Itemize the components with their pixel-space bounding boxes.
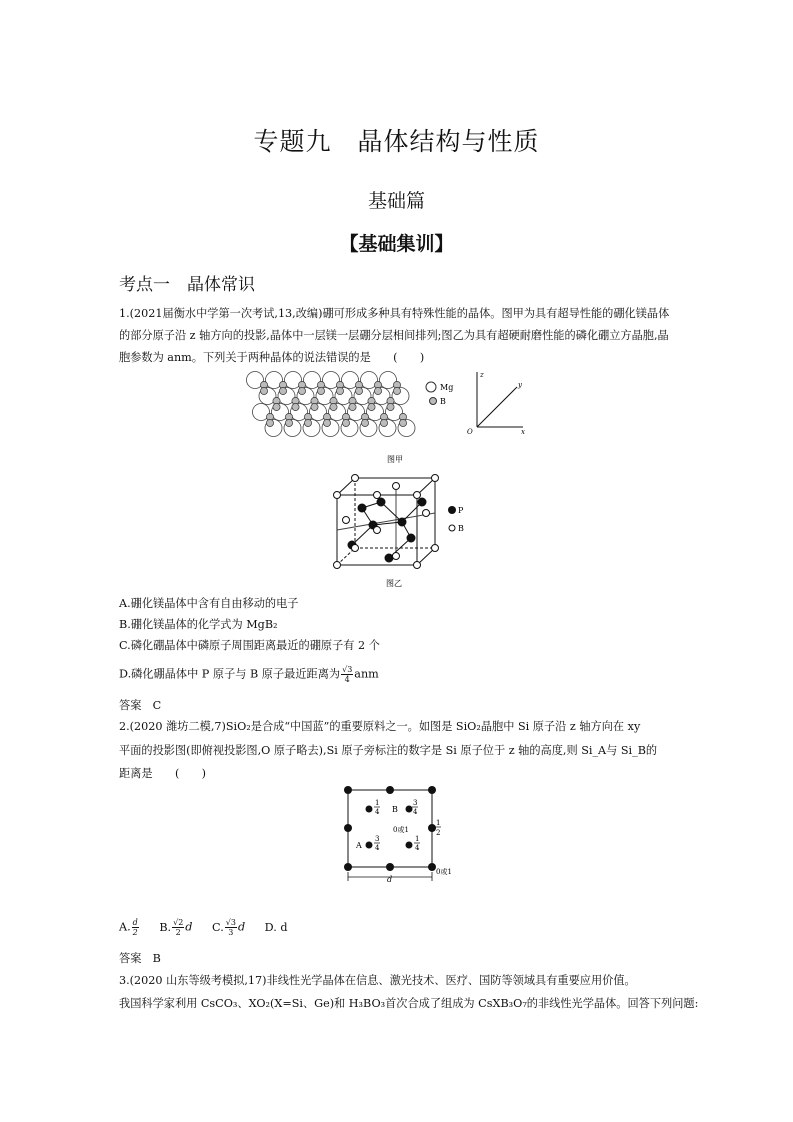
legend-p-label: P <box>458 506 464 515</box>
label-1-4-top: 1 <box>375 799 380 807</box>
q1-option-c: C.磷化硼晶体中磷原子周围距离最近的硼原子有 2 个 <box>119 639 380 652</box>
figure-jia-caption: 图甲 <box>387 455 403 464</box>
q3-line-2: 我国科学家利用 CsCO₃、XO₂(X=Si、Ge)和 H₃BO₃首次合成了组成为 CsXB₃O₇的非线性光学晶体。回答下列问题: <box>119 997 699 1010</box>
svg-text:4: 4 <box>375 844 380 852</box>
b-atom <box>279 387 286 394</box>
page-subtitle: 基础篇 <box>367 190 425 212</box>
b-atom <box>349 403 356 410</box>
b-atom <box>317 387 324 394</box>
mgb2-lattice-drawing <box>247 372 416 437</box>
b-atom <box>399 419 406 426</box>
axis-z-label: z <box>480 371 484 379</box>
b-atom <box>336 387 343 394</box>
page-title: 专题九 晶体结构与性质 <box>253 127 540 156</box>
kaodian-heading: 考点一 晶体常识 <box>119 275 255 295</box>
figure-jia <box>235 370 535 470</box>
si-atoms <box>344 786 436 871</box>
b-atom <box>285 419 292 426</box>
q2-option-a-fraction: $\frac{d}{2}$ <box>132 918 138 937</box>
q2-option-a: A. <box>119 920 131 934</box>
q2-line-3: 距离是 ( ) <box>119 767 207 780</box>
b-atom <box>273 403 280 410</box>
axis-o-label: O <box>467 428 473 436</box>
label-d: d <box>387 875 393 883</box>
q2-options: A. $\frac{d}{2}$ B. $\frac{√2}{2}$ d C. $\frac{√3}{3}$ d D. d <box>119 918 288 937</box>
label-a: A <box>356 841 362 850</box>
q1-option-d <box>119 665 379 684</box>
q2-option-c-fraction: $\frac{√3}{3}$ <box>225 918 236 937</box>
b-atom <box>311 403 318 410</box>
q1-option-a: A.硼化镁晶体中含有自由移动的电子 <box>119 597 299 610</box>
b-atom <box>361 419 368 426</box>
figure-sio2-projection <box>335 783 465 883</box>
q2-line-2: 平面的投影图(即俯视投影图,O 原子略去),Si 原子旁标注的数字是 Si 原子位于 z 轴的高度,则 Si_A与 Si_B的 <box>119 744 658 757</box>
label-1-2: 1 <box>436 819 441 827</box>
q2-line-1: 2.(2020 潍坊二模,7)SiO₂是合成“中国蓝”的重要原料之一。如图是 SiO₂晶胞中 Si 原子沿 z 轴方向在 xy <box>119 720 641 733</box>
legend-b-dot <box>449 525 455 531</box>
figure-yi <box>325 470 475 592</box>
label-b: B <box>392 805 398 814</box>
b-atom <box>260 387 267 394</box>
label-1-4-bottom: 1 <box>415 835 420 843</box>
q1-answer: 答案 C <box>119 699 162 712</box>
legend-b-circle <box>430 398 437 405</box>
q3-line-1: 3.(2020 山东等级考模拟,17)非线性光学晶体在信息、激光技术、医疗、国防等领域具有重要应用价值。 <box>119 974 636 987</box>
b-atom <box>304 419 311 426</box>
b-atom <box>380 419 387 426</box>
svg-text:4: 4 <box>413 808 418 816</box>
b-atom <box>323 419 330 426</box>
svg-text:2: 2 <box>436 829 441 837</box>
q1-option-d-unit: anm <box>354 667 379 681</box>
q2-answer: 答案 B <box>119 952 161 965</box>
section-heading: 【基础集训】 <box>339 233 454 255</box>
q2-option-b-fraction: $\frac{√2}{2}$ <box>173 918 184 937</box>
figure-yi-caption: 图乙 <box>386 579 402 588</box>
q1-option-d-text: D.磷化硼晶体中 P 原子与 B 原子最近距离为 <box>119 667 341 681</box>
label-center: 0或1 <box>393 826 409 834</box>
legend-p-dot <box>448 506 456 514</box>
q1-stem: 1.(2021届衡水中学第一次考试,13,改编)硼可形成多种具有特殊性能的晶体。图甲为具有超导性能的硼化镁晶体的部分原子沿 z 轴方向的投影,晶体中一层镁一层硼分层相间排列;图乙为具有超硬耐磨性能的磷化硼立方晶胞,晶胞参数为 anm。下列关于两种晶体的说法错误的是 ( ) <box>119 307 670 364</box>
label-corner: 0或1 <box>436 868 452 876</box>
b-atom <box>368 403 375 410</box>
q2-option-b: B. <box>159 920 172 934</box>
q1-option-d-fraction: $\frac{√3}{4}$ <box>342 665 353 684</box>
svg-text:4: 4 <box>375 808 380 816</box>
b-atom <box>330 403 337 410</box>
label-3-4-bottom: 3 <box>375 835 380 843</box>
y-axis-line <box>477 387 517 427</box>
b-atom <box>393 387 400 394</box>
legend-b2-label: B <box>458 524 464 533</box>
b-atom <box>298 387 305 394</box>
b-atom <box>355 387 362 394</box>
b-atom <box>387 403 394 410</box>
q2-option-d: D. d <box>264 920 288 934</box>
b-atom <box>374 387 381 394</box>
q1-option-b: B.硼化镁晶体的化学式为 MgB₂ <box>119 618 278 631</box>
b-atom <box>266 419 273 426</box>
q2-option-c: C. <box>212 920 224 934</box>
legend-mg-label: Mg <box>440 383 454 392</box>
legend-b-label: B <box>440 397 446 406</box>
svg-text:4: 4 <box>415 844 420 852</box>
label-3-4-top: 3 <box>413 799 418 807</box>
b-atom <box>292 403 299 410</box>
b-atom <box>342 419 349 426</box>
legend-mg-circle <box>426 382 436 392</box>
projection-square <box>348 790 432 867</box>
axis-y-label: y <box>518 381 522 389</box>
axis-x-label: x <box>521 428 525 436</box>
